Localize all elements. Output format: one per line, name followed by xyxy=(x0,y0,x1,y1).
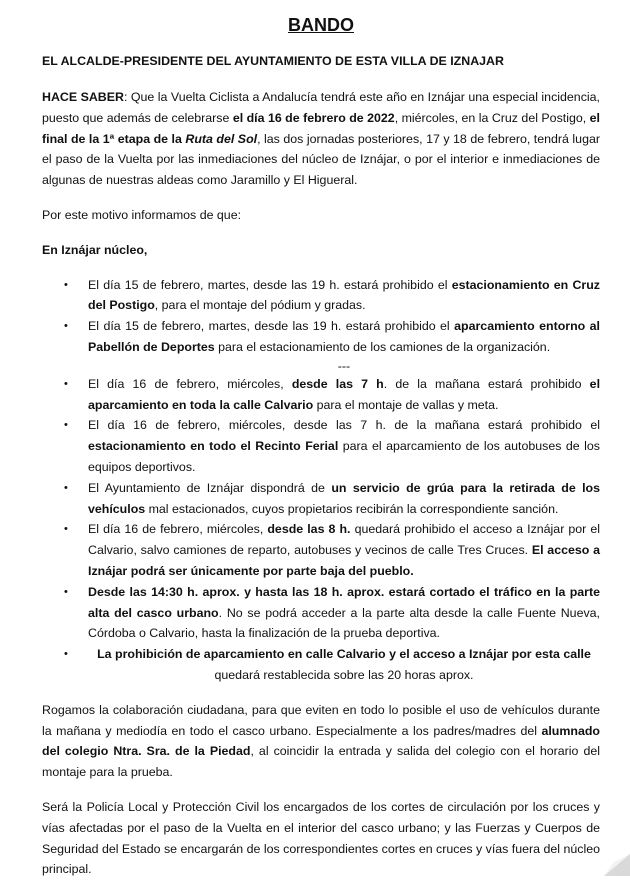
item-bold: aparcamiento entorno al Pabellón de Deportes xyxy=(88,319,600,354)
item-bold: La prohibición de aparcamiento en calle Calvario y el acceso a Iznájar por esta calle xyxy=(97,647,591,662)
intro-final-etapa: el final de la 1ª etapa de la xyxy=(42,110,600,146)
rogamos-paragraph xyxy=(42,700,600,783)
intro-text-2: , miércoles, en la Cruz del Postigo, xyxy=(394,110,590,125)
item-text: quedará prohibido el acceso a Iznájar por el Calvario, salvo camiones de reparto, autobuses y vecinos de calle Tres Cruces. xyxy=(88,522,601,558)
rogamos-colegio: alumnado del colegio Ntra. Sra. de la Piedad xyxy=(42,723,600,759)
item-bold: un servicio de grúa para la retirada de los vehículos xyxy=(88,480,600,516)
motivo-line: Por este motivo informamos de que: xyxy=(42,207,242,222)
item-text: El día 16 de febrero, miércoles, desde las 7 h. de la mañana estará prohibido el xyxy=(88,418,600,433)
bullet-icon: • xyxy=(64,377,68,390)
intro-text-1: : Que la Vuelta Ciclista a Andalucía tendrá este año en Iznájar una especial incidencia, puesto que además de celebrarse xyxy=(42,90,600,125)
bullet-icon: • xyxy=(64,523,68,536)
intro-text-3: , las dos jornadas posteriores, 17 y 18 de febrero, tendrá lugar el paso de la Vuelta por las inmediaciones del núcleo de Iznájar, o por el interior e inmediaciones de algunas de nuestras aldeas como Jaramillo y El Higueral. xyxy=(42,131,600,188)
list-item xyxy=(42,478,600,520)
item-text: mal estacionados, cuyos propietarios recibirán la correspondiente sanción. xyxy=(145,501,559,516)
document-title: BANDO xyxy=(288,15,354,35)
item-text: . No se podrá acceder a la parte alta desde la calle Fuente Nueva, Córdoba o Calvario, hasta la finalización de la prueba deportiva. xyxy=(88,605,600,641)
item-text: El Ayuntamiento de Iznájar dispondrá de xyxy=(88,480,332,495)
list-item xyxy=(42,415,600,477)
item-text: . de la mañana estará prohibido xyxy=(383,376,590,391)
item-bold: desde las 8 h. xyxy=(267,522,351,537)
item-text: , para el montaje del pódium y gradas. xyxy=(154,298,366,313)
item-bold: estacionamiento en Cruz del Postigo xyxy=(88,277,600,313)
bullet-icon: • xyxy=(64,481,68,494)
item-bold: El acceso a Iznájar podrá ser únicamente por parte baja del pueblo. xyxy=(88,543,600,578)
bullet-icon: • xyxy=(64,320,68,333)
item-text: quedará restablecida sobre las 20 horas aprox. xyxy=(214,667,474,682)
list-item xyxy=(42,374,600,416)
item-text: El día 15 de febrero, martes, desde las 19 h. estará prohibido el xyxy=(88,277,452,292)
intro-paragraph xyxy=(42,87,600,191)
section-heading: En Iznájar núcleo, xyxy=(42,242,148,257)
list-item xyxy=(42,275,600,317)
separator-text: --- xyxy=(337,358,351,373)
intro-date: el día 16 de febrero de 2022 xyxy=(232,110,395,125)
intro-ruta-del-sol: Ruta del Sol xyxy=(185,131,258,146)
item-text: El día 15 de febrero, martes, desde las 19 h. estará prohibido el xyxy=(88,319,455,334)
bullet-icon: • xyxy=(64,278,68,291)
item-text: El día 16 de febrero, miércoles, xyxy=(88,522,268,537)
item-text: El día 16 de febrero, miércoles, xyxy=(88,376,292,391)
bullet-icon: • xyxy=(64,648,68,661)
list-item xyxy=(42,519,600,581)
item-text: para el estacionamiento de los camiones de la organización. xyxy=(214,339,551,354)
item-bold: Desde las 14:30 h. aprox. y hasta las 18 h. aprox. estará cortado el tráfico en la parte alta del casco urbano xyxy=(88,584,600,620)
list-item xyxy=(42,644,600,686)
bullet-list xyxy=(42,275,600,686)
rogamos-text-1: Rogamos la colaboración ciudadana, para que eviten en todo lo posible el uso de vehículos durante la mañana y mediodía en todo el casco urbano. Especialmente a los padres/madres del xyxy=(42,702,600,738)
item-bold: desde las 7 h xyxy=(291,376,384,391)
list-separator xyxy=(42,358,600,374)
item-text: para el montaje de vallas y meta. xyxy=(313,397,499,412)
bullet-icon: • xyxy=(64,585,68,598)
page-curl-icon xyxy=(604,854,630,876)
hace-saber: HACE SABER xyxy=(42,90,124,104)
item-text: para el aparcamiento de los autobuses de los equipos deportivos. xyxy=(88,439,600,474)
list-item xyxy=(42,316,600,358)
list-item xyxy=(42,582,600,644)
document-subtitle: EL ALCALDE-PRESIDENTE DEL AYUNTAMIENTO DE ESTA VILLA DE IZNAJAR xyxy=(42,54,504,68)
final-paragraph: Será la Policía Local y Protección Civil los encargados de los cortes de circulación por los cruces y vías afectadas por el paso de la Vuelta en el interior del casco urbano; y las Fuerzas y Cuerpos de Seguridad del Estado se encargarán de los correspondientes cortes en cruces y vías fuera del núcleo principal. xyxy=(42,799,600,877)
item-bold: estacionamiento en todo el Recinto Ferial xyxy=(88,439,339,454)
item-bold: el aparcamiento en toda la calle Calvario xyxy=(88,376,601,412)
bullet-icon: • xyxy=(64,419,68,432)
rogamos-text-2: , al coincidir la entrada y salida del colegio con el horario del montaje para la prueba. xyxy=(42,744,600,780)
